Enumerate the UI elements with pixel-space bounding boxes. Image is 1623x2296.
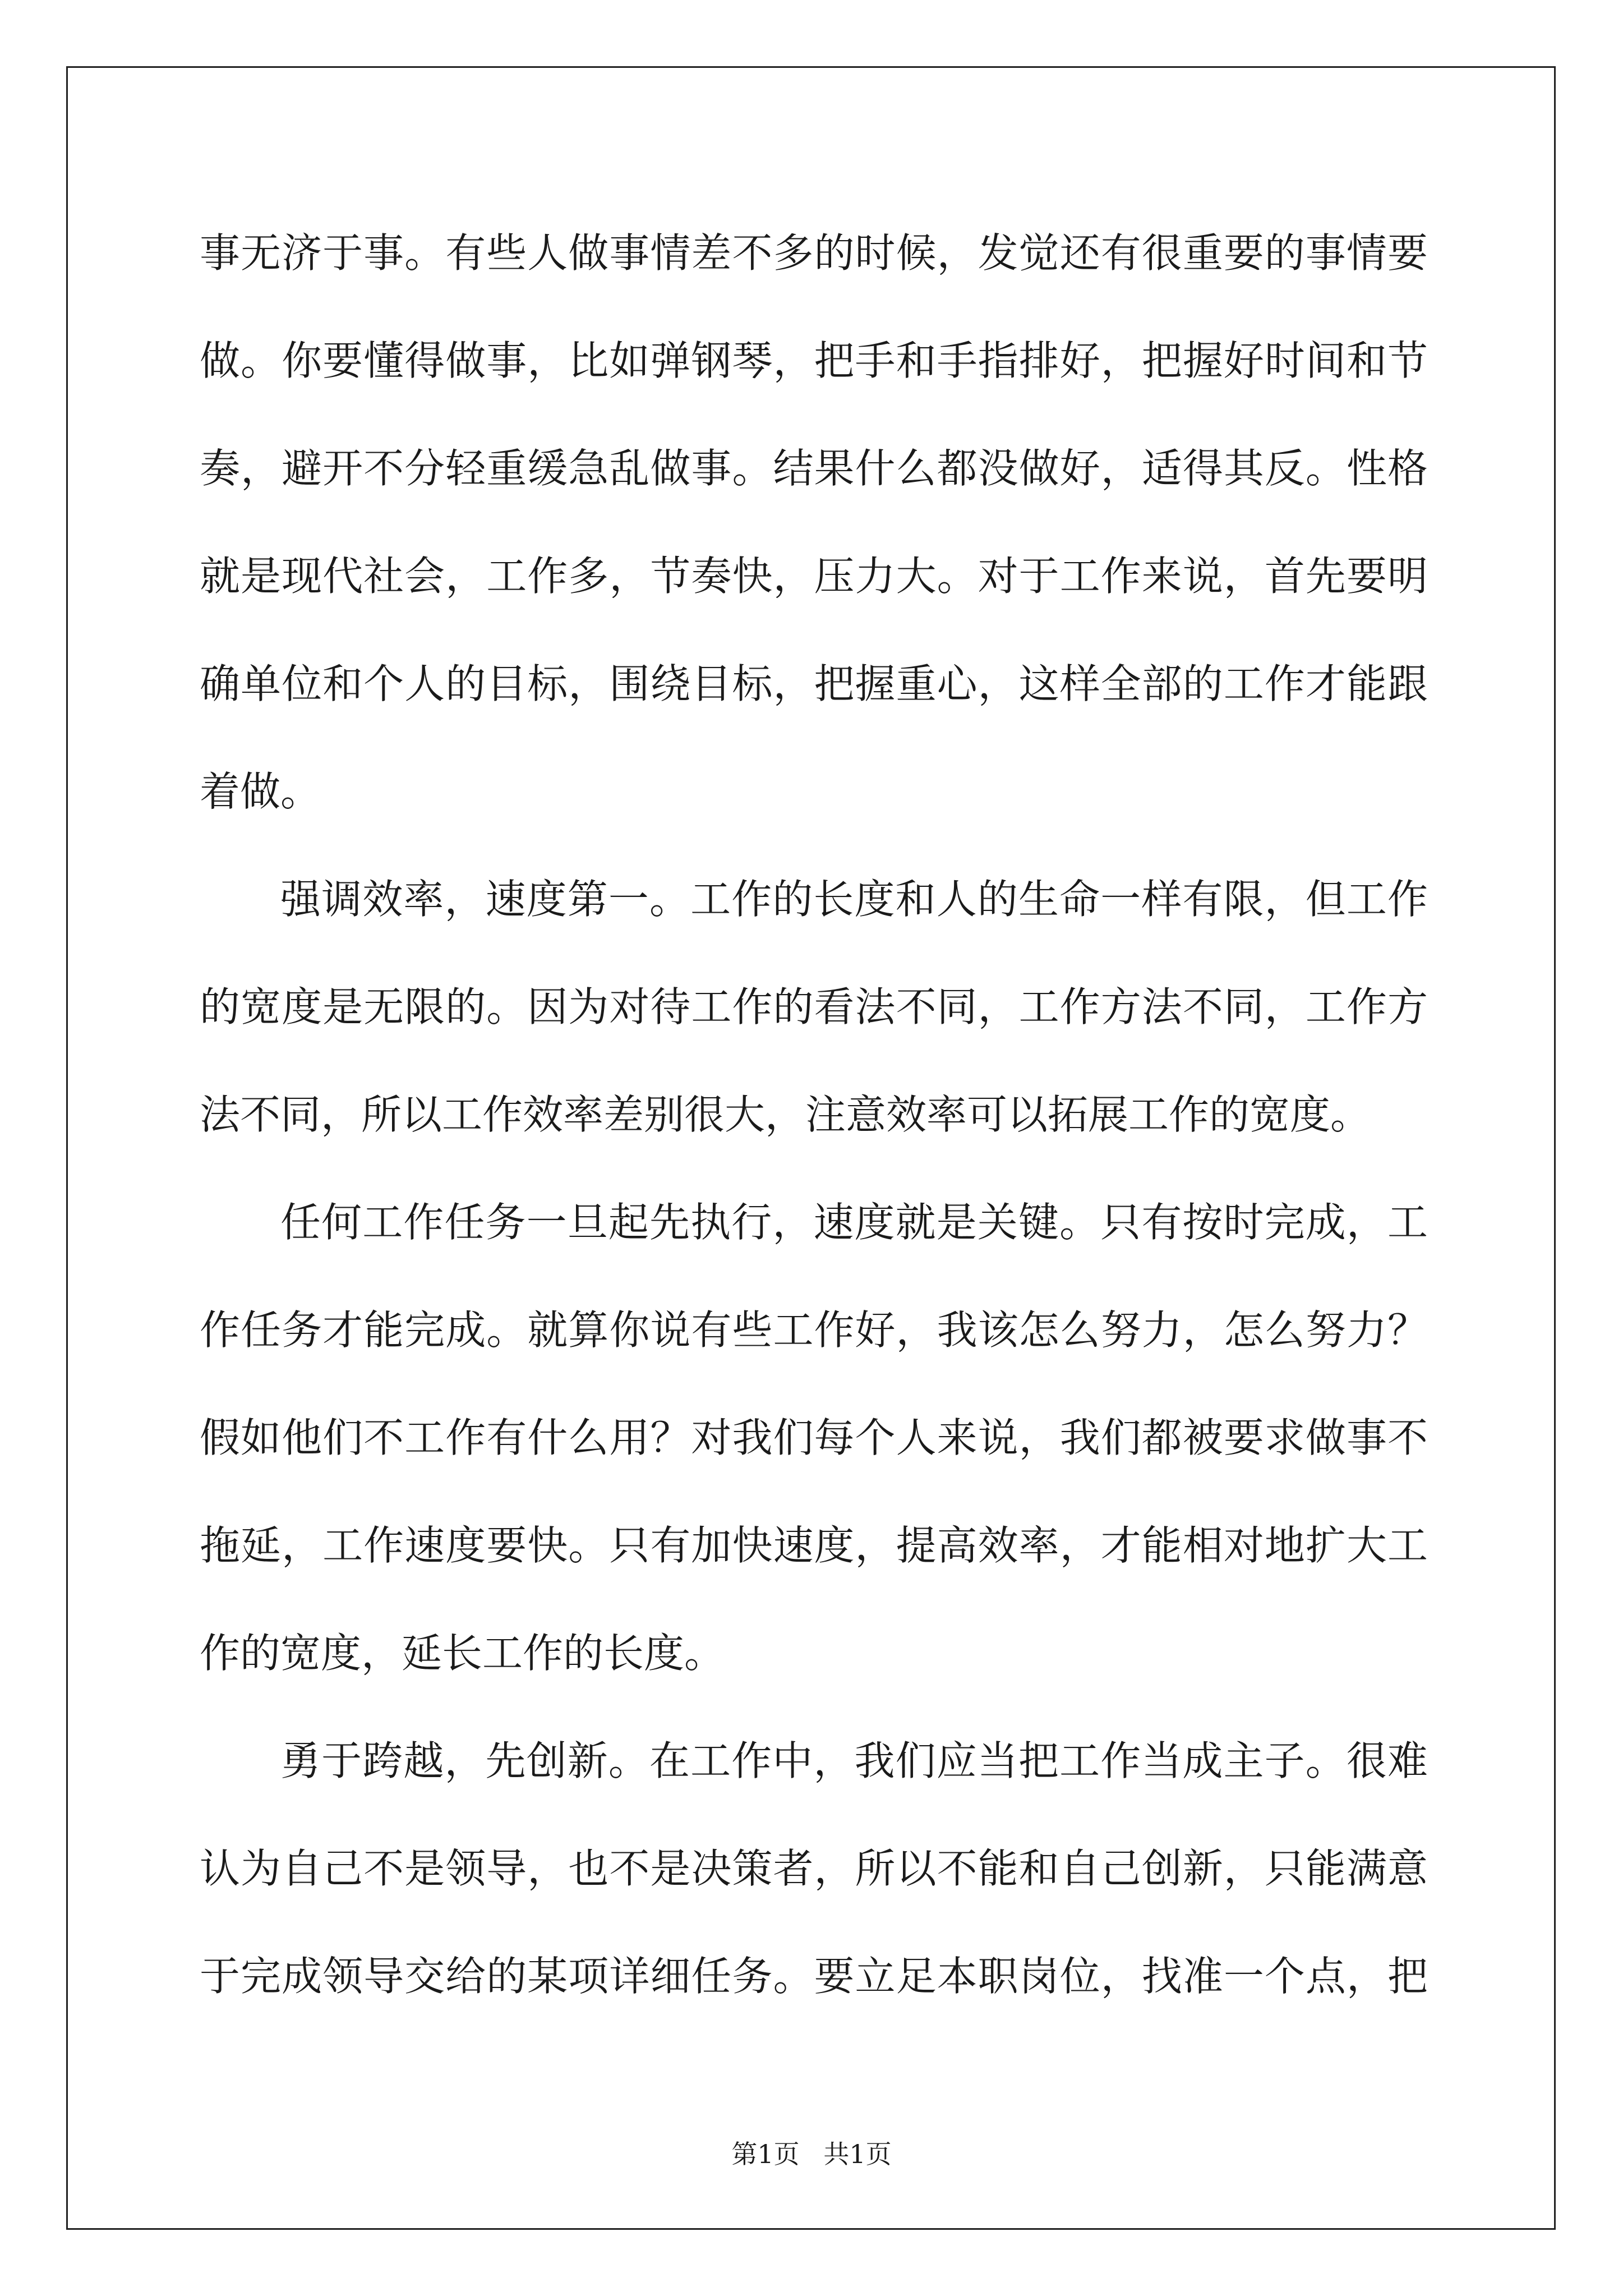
document-body (200, 199, 1428, 2030)
text-line: 的宽度是无限的。因为对待工作的看法不同，工作方法不同，工作方 (200, 983, 1428, 1030)
page-total: 共1页 (823, 2139, 892, 2169)
text-line: 确单位和个人的目标，围绕目标，把握重心，这样全部的工作才能跟 (200, 660, 1428, 707)
text-line: 假如他们不工作有什么用？对我们每个人来说，我们都被要求做事不 (200, 1414, 1428, 1461)
text-line: 着做。 (200, 768, 321, 815)
page-footer (0, 2137, 1623, 2171)
text-line: 强调效率，速度第一。工作的长度和人的生命一样有限，但工作 (280, 876, 1428, 923)
paragraph (200, 1707, 1428, 2030)
paragraph (200, 845, 1428, 1168)
text-line: 勇于跨越，先创新。在工作中，我们应当把工作当成主子。很难 (280, 1737, 1428, 1784)
text-line: 拖延，工作速度要快。只有加快速度，提高效率，才能相对地扩大工 (200, 1522, 1428, 1569)
text-line: 认为自己不是领导，也不是决策者，所以不能和自己创新，只能满意 (200, 1845, 1428, 1892)
paragraph (200, 1168, 1428, 1707)
text-line: 作任务才能完成。就算你说有些工作好，我该怎么努力，怎么努力？ (200, 1306, 1428, 1354)
text-line: 就是现代社会，工作多，节奏快，压力大。对于工作来说，首先要明 (200, 553, 1428, 600)
text-line: 于完成领导交给的某项详细任务。要立足本职岗位，找准一个点，把 (200, 1953, 1428, 2000)
text-line: 事无济于事。有些人做事情差不多的时候，发觉还有很重要的事情要 (200, 229, 1428, 277)
text-line: 法不同，所以工作效率差别很大，注意效率可以拓展工作的宽度。 (200, 1091, 1371, 1138)
text-line: 做。你要懂得做事，比如弹钢琴，把手和手指排好，把握好时间和节 (200, 337, 1428, 384)
paragraph (200, 199, 1428, 845)
text-line: 奏，避开不分轻重缓急乱做事。结果什么都没做好，适得其反。性格 (200, 445, 1428, 492)
page-number: 第1页 (731, 2139, 800, 2169)
text-line: 任何工作任务一旦起先执行，速度就是关键。只有按时完成，工 (280, 1199, 1428, 1246)
text-line: 作的宽度，延长工作的长度。 (200, 1630, 725, 1677)
